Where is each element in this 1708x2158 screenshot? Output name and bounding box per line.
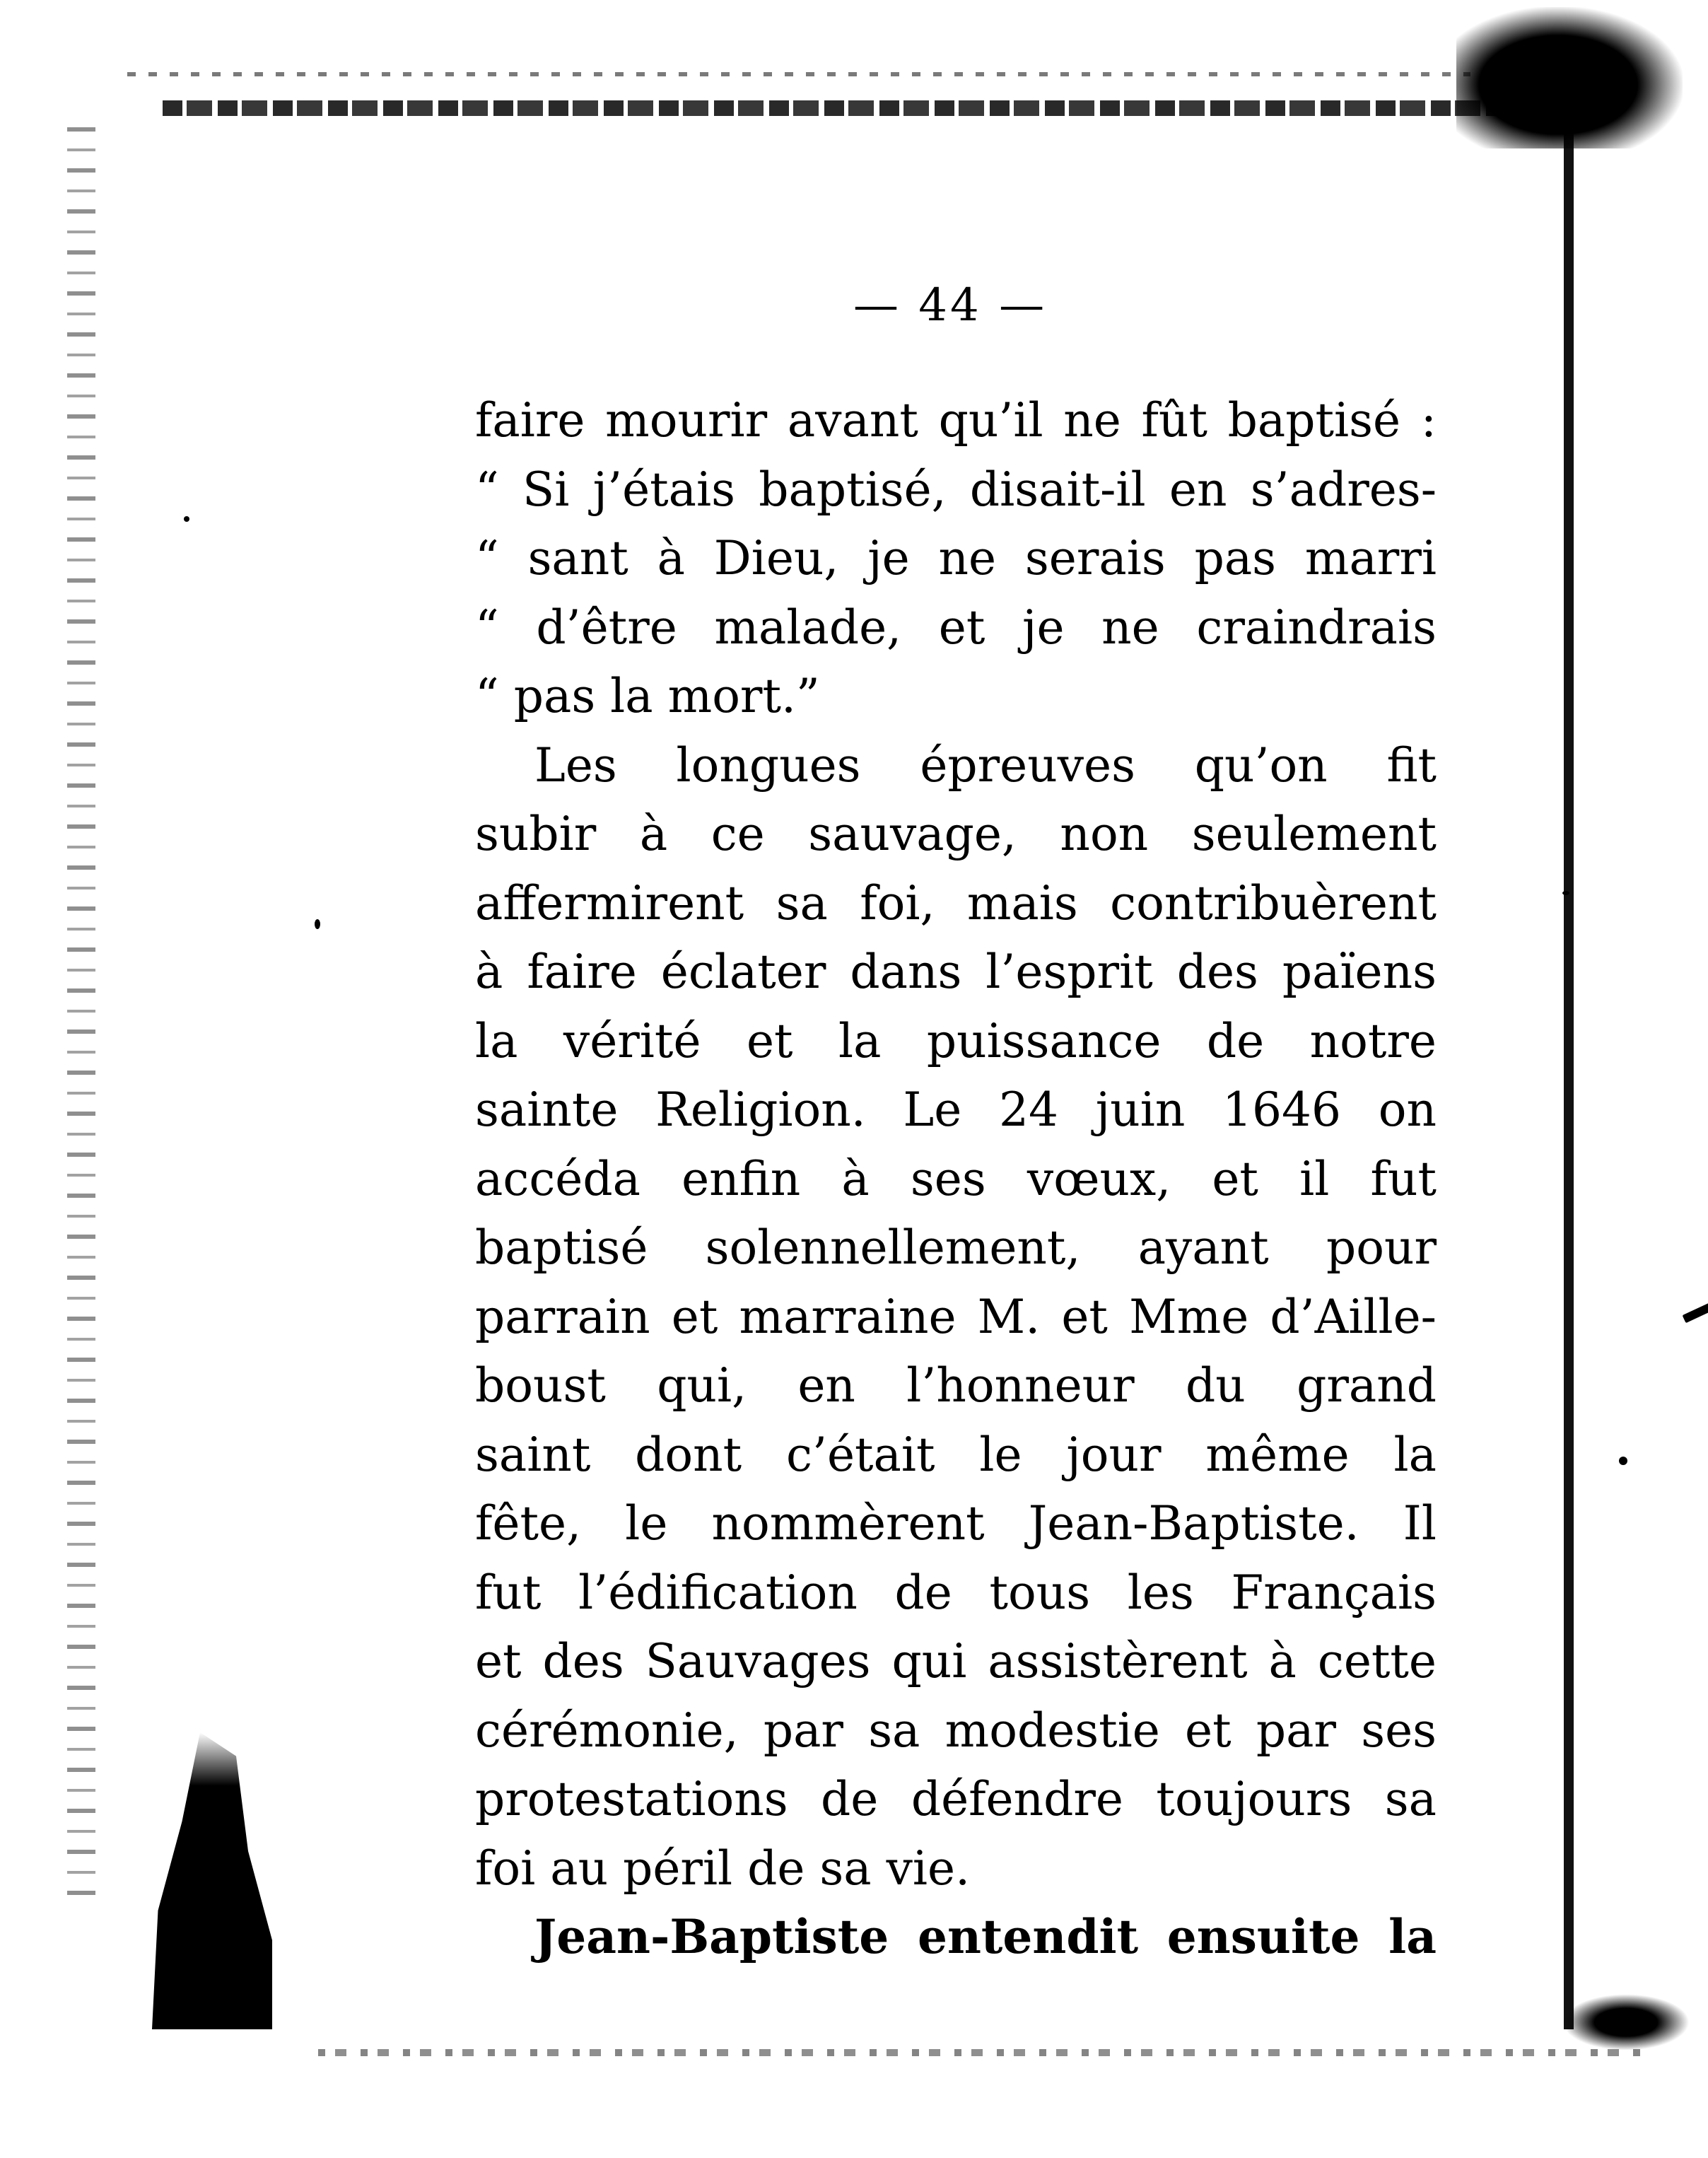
text-line: “ d’être malade, et je ne craindrais — [475, 600, 1437, 655]
speck — [1683, 1302, 1708, 1323]
text-line: et des Sauvages qui assistèrent à cette — [475, 1634, 1437, 1689]
text-line: parrain et marraine M. et Mme d’Aille- — [475, 1289, 1437, 1344]
speck — [1562, 891, 1569, 895]
text-line: la vérité et la puissance de notre — [475, 1013, 1437, 1068]
text-line: boust qui, en l’honneur du grand — [475, 1358, 1437, 1413]
text-line: à faire éclater dans l’esprit des païens — [475, 945, 1437, 999]
text-line: faire mourir avant qu’il ne fût baptisé : — [475, 393, 1437, 448]
speck — [184, 516, 189, 522]
text-line: “ sant à Dieu, je ne serais pas marri — [475, 531, 1437, 585]
text-line: subir à ce sauvage, non seulement — [475, 807, 1437, 861]
text-line: Jean-Baptiste entendit ensuite la — [534, 1909, 1437, 1964]
body-text — [475, 386, 1437, 1972]
text-line: sainte Religion. Le 24 juin 1646 on — [475, 1083, 1437, 1137]
text-line: “ Si j’étais baptisé, disait-il en s’adres- — [475, 462, 1437, 517]
text-line: “ pas la mort.” — [475, 669, 820, 723]
speck — [315, 919, 320, 929]
text-line: cérémonie, par sa modestie et par ses — [475, 1703, 1437, 1758]
text-line: baptisé solennellement, ayant pour — [475, 1220, 1437, 1275]
text-line: protestations de défendre toujours sa — [475, 1772, 1437, 1826]
text-line: Les longues épreuves qu’on fit — [534, 737, 1437, 793]
page-number: — 44 — — [853, 279, 1048, 332]
scan-border-top — [163, 100, 1619, 116]
text-line: fut l’édification de tous les Français — [475, 1565, 1437, 1620]
scan-border-bottom — [318, 2049, 1647, 2056]
text-line: foi au péril de sa vie. — [475, 1841, 971, 1896]
scan-border-top-thin — [127, 72, 1470, 76]
scan-blot-bottom-left — [152, 1732, 272, 2029]
text-line: accéda enfin à ses vœux, et il fut — [475, 1151, 1437, 1206]
text-line: affermirent sa foi, mais contribuèrent — [475, 875, 1437, 931]
text-line: saint dont c’était le jour même la — [475, 1427, 1437, 1482]
scan-blot-bottom-right — [1562, 1994, 1690, 2051]
scan-border-left — [67, 127, 95, 1895]
text-line: fête, le nommèrent Jean-Baptiste. Il — [475, 1496, 1437, 1551]
scan-corner-blot-top-right — [1456, 7, 1683, 148]
scan-border-right — [1564, 106, 1574, 2029]
speck — [1619, 1457, 1627, 1465]
